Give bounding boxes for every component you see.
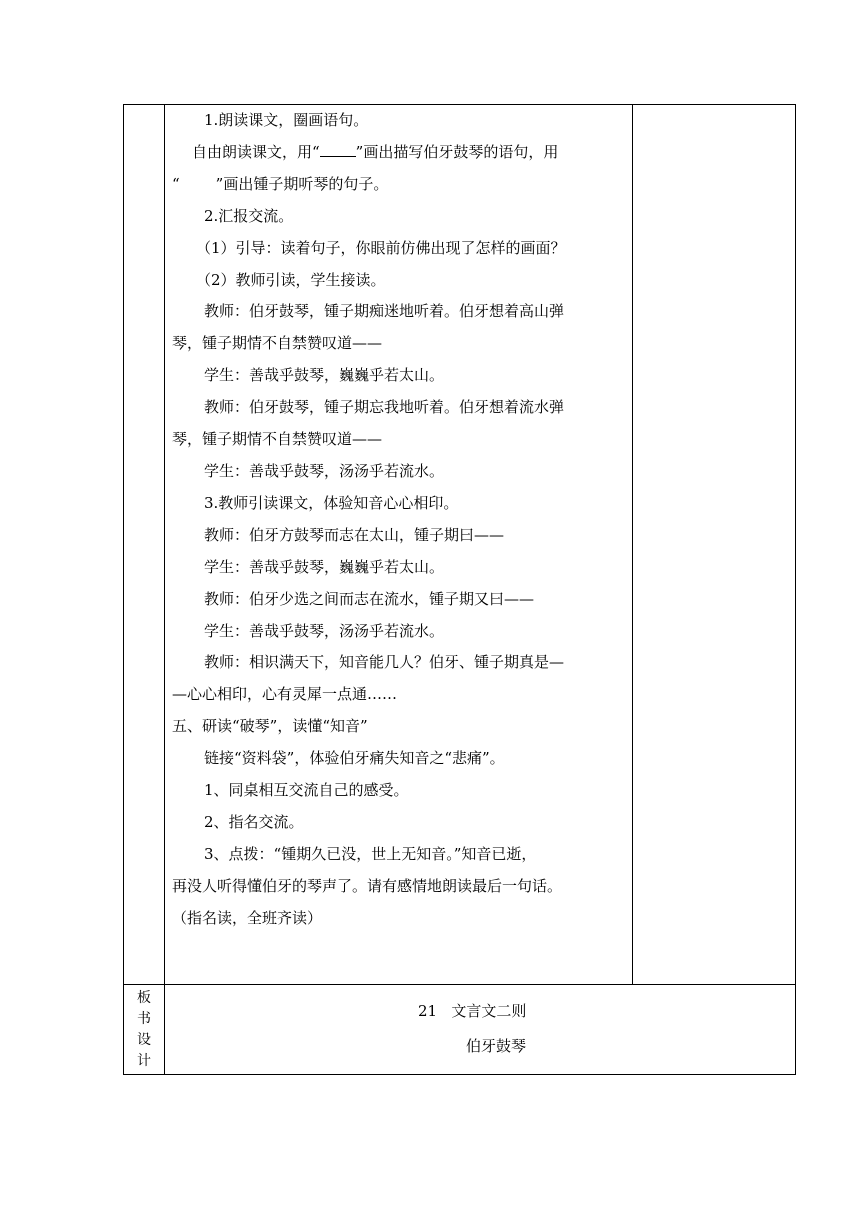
content-line: 再没人听得懂伯牙的琴声了。请有感情地朗读最后一句话。 [172,876,563,895]
label-char: 板 [137,990,151,1006]
content-line: 琴，锺子期情不自禁赞叹道—— [172,334,383,353]
teaching-process [172,105,632,935]
board-subtitle: 伯牙鼓琴 [466,1037,527,1055]
content-line: 教师：伯牙鼓琴，锺子期痴迷地听着。伯牙想着高山弹 [204,302,565,321]
content-line: 2.汇报交流。 [204,206,294,225]
board-title: 21 文言文二则 [418,1002,527,1020]
content-line: 学生：善哉乎鼓琴，汤汤乎若流水。 [204,621,445,640]
content-line: 学生：善哉乎鼓琴，汤汤乎若流水。 [204,461,445,480]
content-line: 2、指名交流。 [204,812,304,831]
content-line: —心心相印，心有灵犀一点通…… [172,685,398,704]
content-line: 教师：伯牙少选之间而志在流水，锺子期又曰—— [204,589,535,608]
label-char: 设 [137,1032,151,1048]
table-divider [164,104,165,1075]
section-heading: 五、研读“破琴”，读懂“知音” [172,717,368,736]
content-line: （2）教师引读，学生接读。 [196,270,386,289]
content-line: 学生：善哉乎鼓琴，巍巍乎若太山。 [204,557,445,576]
content-line: 教师：伯牙鼓琴，锺子期忘我地听着。伯牙想着流水弹 [204,398,565,417]
content-line: 教师：相识满天下，知音能几人？伯牙、锺子期真是— [204,653,565,672]
content-line: “ ”画出锺子期听琴的句子。 [172,174,389,193]
board-design-label [124,985,164,1075]
label-char: 计 [137,1053,151,1069]
label-char: 书 [137,1011,151,1027]
underline-blank [320,142,356,157]
content-line: 3.教师引读课文，体验知音心心相印。 [204,493,459,512]
content-line: （1）引导：读着句子，你眼前仿佛出现了怎样的画面？ [196,238,566,257]
content-line: 链接“资料袋”，体验伯牙痛失知音之“悲痛”。 [204,749,505,768]
content-line: 1、同桌相互交流自己的感受。 [204,781,409,800]
content-line: （指名读，全班齐读） [172,908,323,927]
table-divider [123,984,796,985]
content-line: 琴，锺子期情不自禁赞叹道—— [172,430,383,449]
content-line: 自由朗读课文，用“ ”画出描写伯牙鼓琴的语句，用 [192,142,559,161]
content-line: 学生：善哉乎鼓琴，巍巍乎若太山。 [204,366,445,385]
content-line: 1.朗读课文，圈画语句。 [204,111,369,129]
content-line: 教师：伯牙方鼓琴而志在太山，锺子期曰—— [204,525,505,544]
content-line: 3、点拨：“锺期久已没，世上无知音。”知音已逝， [204,844,537,863]
table-divider [632,104,633,985]
